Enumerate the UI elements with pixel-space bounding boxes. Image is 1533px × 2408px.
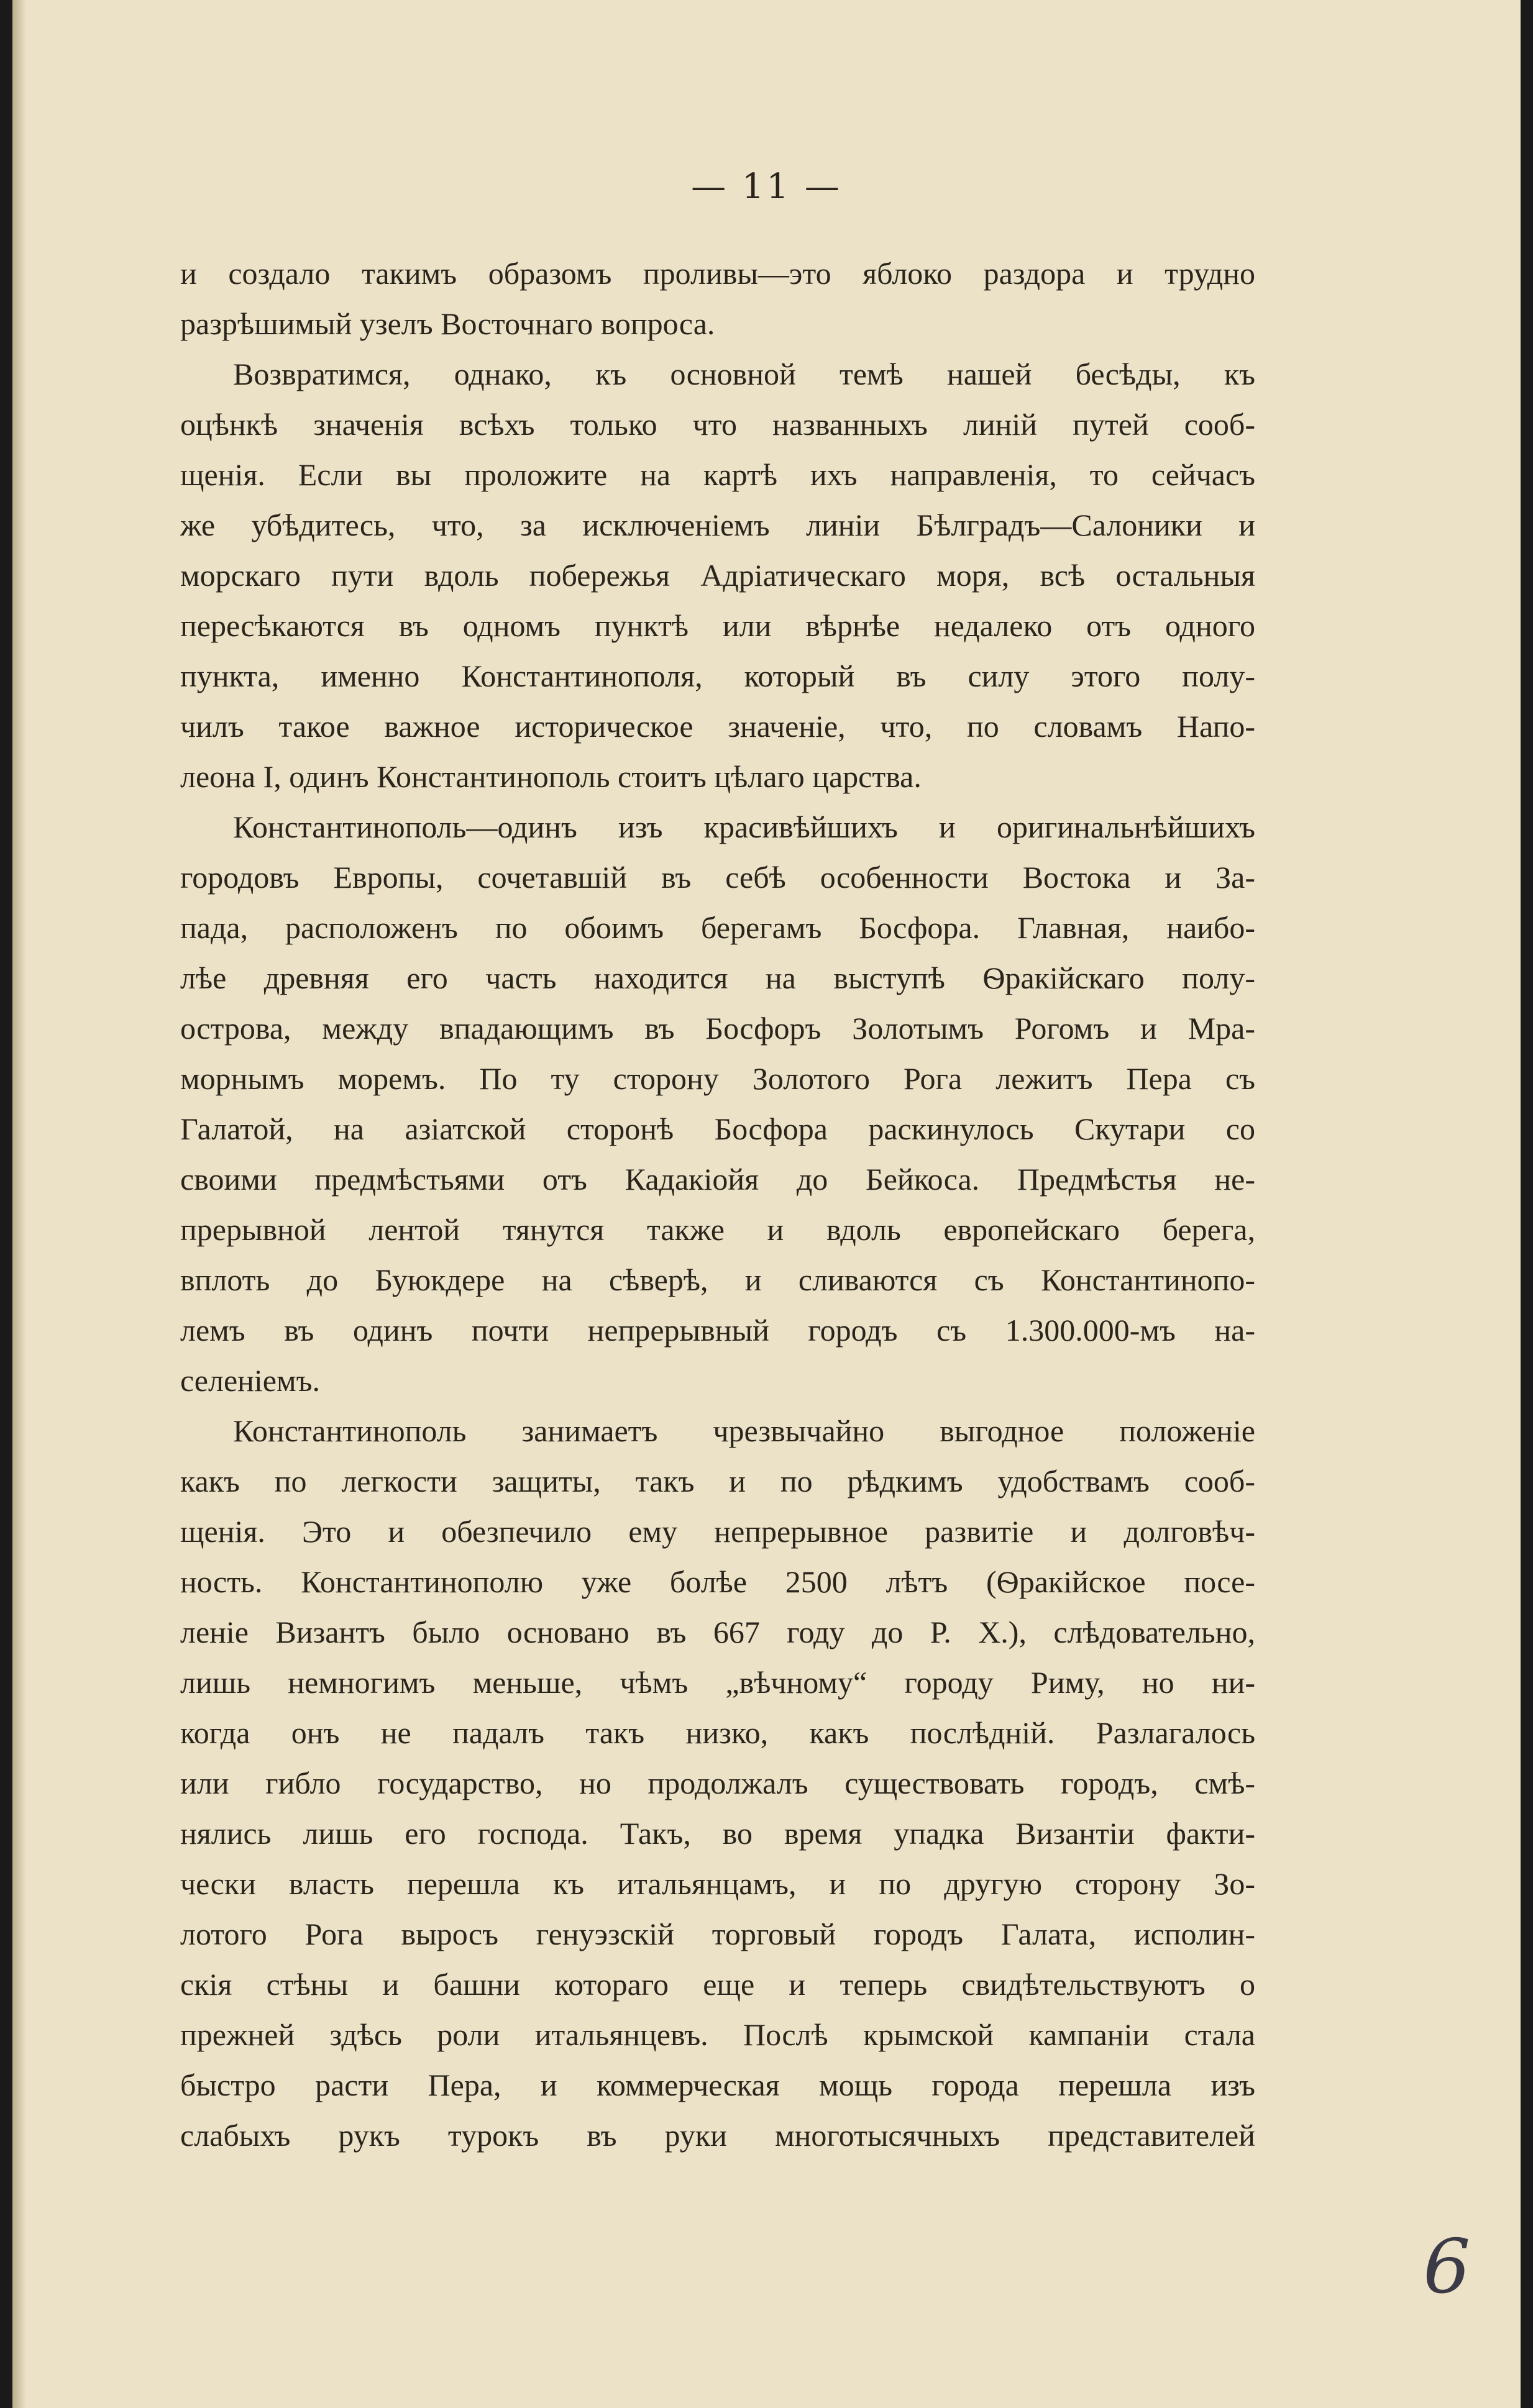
page-number: — 11 — bbox=[691, 166, 842, 207]
text-line: разрѣшимый узелъ Восточнаго вопроса. bbox=[180, 306, 715, 341]
text-line: городовъ Европы, сочетавшій въ себѣ особенности Востока и За- bbox=[180, 860, 1255, 895]
text-line: селеніемъ. bbox=[180, 1363, 320, 1398]
paragraph-3 bbox=[180, 802, 1255, 1406]
text-line: своими предмѣстьями отъ Кадакіойя до Бейкоса. Предмѣстья не- bbox=[180, 1162, 1255, 1197]
text-line: оцѣнкѣ значенія всѣхъ только что названныхъ линій путей сооб- bbox=[180, 407, 1255, 442]
text-line: прежней здѣсь роли итальянцевъ. Послѣ крымской кампаніи стала bbox=[180, 2017, 1255, 2052]
text-line: пада, расположенъ по обоимъ берегамъ Босфора. Главная, наибо- bbox=[180, 910, 1255, 945]
text-line: же убѣдитесь, что, за исключеніемъ линіи Бѣлградъ—Салоники и bbox=[180, 508, 1255, 542]
body-text bbox=[180, 249, 1255, 2161]
text-line: вплоть до Буюкдере на сѣверѣ, и сливаются съ Константинопо- bbox=[180, 1262, 1255, 1297]
text-line: морнымъ моремъ. По ту сторону Золотого Рога лежитъ Пера съ bbox=[180, 1061, 1255, 1096]
text-line: Возвратимся, однако, къ основной темѣ нашей бесѣды, къ bbox=[233, 357, 1255, 391]
paragraph-1 bbox=[180, 249, 1255, 349]
text-line: пересѣкаются въ одномъ пунктѣ или вѣрнѣе недалеко отъ одного bbox=[180, 608, 1255, 643]
text-line: чилъ такое важное историческое значеніе, что, по словамъ Напо- bbox=[180, 709, 1255, 744]
text-line: нялись лишь его господа. Такъ, во время упадка Византіи факти- bbox=[180, 1816, 1255, 1851]
text-line: чески власть перешла къ итальянцамъ, и по другую сторону Зо- bbox=[180, 1866, 1255, 1901]
text-line: какъ по легкости защиты, такъ и по рѣдкимъ удобствамъ сооб- bbox=[180, 1464, 1255, 1498]
text-line: Галатой, на азіатской сторонѣ Босфора раскинулось Скутари со bbox=[180, 1111, 1255, 1146]
text-line: щенія. Это и обезпечило ему непрерывное развитіе и долговѣч- bbox=[180, 1514, 1255, 1549]
text-line: леона I, одинъ Константинополь стоитъ цѣлаго царства. bbox=[180, 759, 922, 794]
text-line: лемъ въ одинъ почти непрерывный городъ съ 1.300.000-мъ на- bbox=[180, 1313, 1255, 1348]
handwritten-folio-number: 6 bbox=[1423, 2224, 1471, 2310]
text-line: Константинополь—одинъ изъ красивѣйшихъ и оригинальнѣйшихъ bbox=[233, 810, 1255, 844]
text-line: лѣе древняя его часть находится на выступѣ Ѳракійскаго полу- bbox=[180, 960, 1255, 995]
text-line: морскаго пути вдоль побережья Адріатическаго моря, всѣ остальныя bbox=[180, 558, 1255, 593]
text-line: или гибло государство, но продолжалъ существовать городъ, смѣ- bbox=[180, 1766, 1255, 1800]
text-line: острова, между впадающимъ въ Босфоръ Золотымъ Рогомъ и Мра- bbox=[180, 1011, 1255, 1046]
text-line: скія стѣны и башни котораго еще и теперь свидѣтельствуютъ о bbox=[180, 1967, 1255, 2002]
book-page bbox=[12, 0, 1521, 2408]
page-fold-shadow bbox=[12, 0, 26, 2408]
text-line: лишь немногимъ меньше, чѣмъ „вѣчному“ городу Риму, но ни- bbox=[180, 1665, 1255, 1700]
paragraph-2 bbox=[180, 349, 1255, 802]
text-line: прерывной лентой тянутся также и вдоль европейскаго берега, bbox=[180, 1212, 1255, 1247]
text-line: Константинополь занимаетъ чрезвычайно выгодное положеніе bbox=[233, 1413, 1255, 1448]
text-line: леніе Византъ было основано въ 667 году до Р. Х.), слѣдовательно, bbox=[180, 1615, 1255, 1649]
text-line: пункта, именно Константинополя, который въ силу этого полу- bbox=[180, 659, 1255, 693]
text-line: щенія. Если вы проложите на картѣ ихъ направленія, то сейчасъ bbox=[180, 457, 1255, 492]
text-line: слабыхъ рукъ турокъ въ руки многотысячныхъ представителей bbox=[180, 2118, 1255, 2153]
text-line: быстро расти Пера, и коммерческая мощь города перешла изъ bbox=[180, 2068, 1255, 2102]
text-line: когда онъ не падалъ такъ низко, какъ послѣдній. Разлагалось bbox=[180, 1715, 1255, 1750]
text-line: лотого Рога выросъ генуэзскій торговый городъ Галата, исполин- bbox=[180, 1917, 1255, 1951]
text-line: и создало такимъ образомъ проливы—это яблоко раздора и трудно bbox=[180, 256, 1255, 291]
paragraph-4 bbox=[180, 1406, 1255, 2161]
text-line: ность. Константинополю уже болѣе 2500 лѣтъ (Ѳракійское посе- bbox=[180, 1564, 1255, 1599]
